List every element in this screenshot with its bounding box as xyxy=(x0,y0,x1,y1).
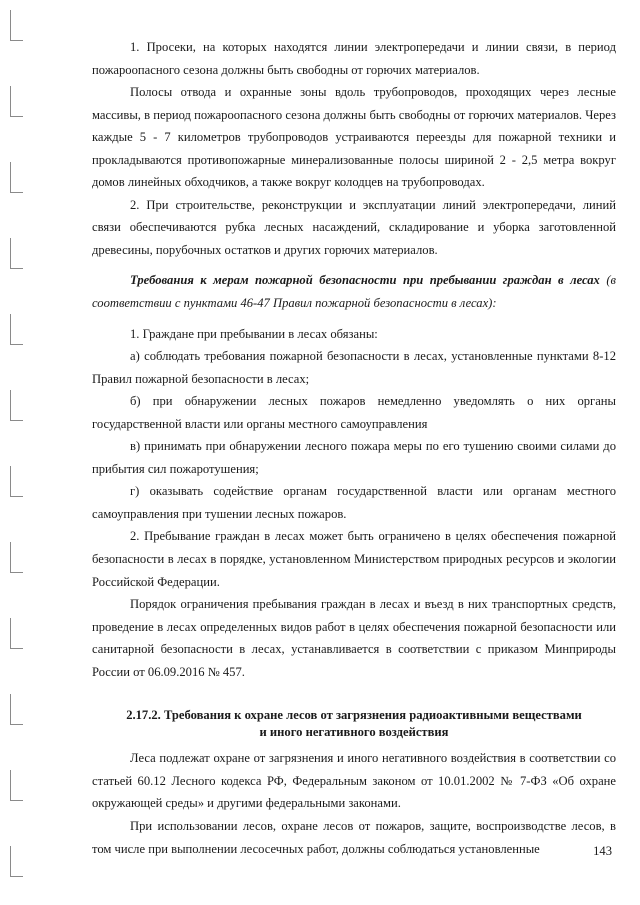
page-number: 143 xyxy=(593,844,612,858)
binding-mark xyxy=(10,162,23,193)
paragraph: 1. Граждане при пребывании в лесах обязаны: xyxy=(130,326,378,341)
document-page xyxy=(92,36,616,860)
binding-mark xyxy=(10,86,23,117)
paragraph: Леса подлежат охране от загрязнения и иного негативного воздействия в соответствии со статьей 60.12 Лесного кодекса РФ, Федеральным законом от 10.01.2002 № 7-ФЗ «Об охране окружающей среды» и другими федеральными законами. xyxy=(92,751,616,811)
paragraph: Полосы отвода и охранные зоны вдоль трубопроводов, проходящих через лесные массивы, в период пожароопасного сезона должны быть свободны от горючих материалов. Через каждые 5 - 7 километров трубопроводов устраиваются переезды для пожарной техники и прокладываются противопожарные минерализованные полосы шириной 2 - 2,5 метра вокруг домов линейных обходчиков, а также вокруг колодцев на трубопроводах. xyxy=(92,85,616,190)
section-title-line: 2.17.2. Требования к охране лесов от загрязнения радиоактивными веществами xyxy=(126,708,582,723)
binding-mark xyxy=(10,542,23,573)
requirements-heading-ref: (в соответствии с пунктами 46-47 Правил пожарной безопасности в лесах): xyxy=(92,273,616,311)
list-item: а) соблюдать требования пожарной безопасности в лесах, установленные пунктами 8-12 Правил пожарной безопасности в лесах; xyxy=(92,349,616,386)
requirements-heading-bold: Требования к мерам пожарной безопасности при пребывании граждан в лесах xyxy=(130,273,600,288)
paragraph: 2. При строительстве, реконструкции и эксплуатации линий электропередачи, линий связи обеспечиваются рубка лесных насаждений, складирование и уборка заготовленной древесины, порубочных остатков и других горючих материалов. xyxy=(92,197,616,257)
paragraph: При использовании лесов, охране лесов от пожаров, защите, воспроизводстве лесов, в том числе при выполнении лесосечных работ, должны соблюдаться установленные xyxy=(92,818,616,856)
binding-mark xyxy=(10,846,23,877)
list-item: г) оказывать содействие органам государственной власти или органам местного самоуправления при тушении лесных пожаров. xyxy=(92,484,616,521)
binding-mark xyxy=(10,618,23,649)
requirements-heading xyxy=(92,269,616,314)
section-title-line: и иного негативного воздействия xyxy=(259,725,449,740)
paragraph: 2. Пребывание граждан в лесах может быть ограничено в целях обеспечения пожарной безопасности в лесах в порядке, установленном Министерством природных ресурсов и экологии Российской Федерации. xyxy=(92,529,616,589)
list-item: в) принимать при обнаружении лесного пожара меры по его тушению своими силами до прибытия сил пожаротушения; xyxy=(92,439,616,476)
list-item: б) при обнаружении лесных пожаров немедленно уведомлять о них органы государственной власти или органы местного самоуправления xyxy=(92,394,616,431)
binding-mark xyxy=(10,770,23,801)
section-title xyxy=(92,707,616,741)
binding-margin xyxy=(4,0,26,905)
binding-mark xyxy=(10,238,23,269)
binding-mark xyxy=(10,314,23,345)
binding-mark xyxy=(10,694,23,725)
paragraph: 1. Просеки, на которых находятся линии электропередачи и линии связи, в период пожароопасного сезона должны быть свободны от горючих материалов. xyxy=(92,40,616,77)
binding-mark xyxy=(10,10,23,41)
binding-mark xyxy=(10,466,23,497)
binding-mark xyxy=(10,390,23,421)
paragraph: Порядок ограничения пребывания граждан в лесах и въезд в них транспортных средств, проведение в лесах определенных видов работ в целях обеспечения пожарной безопасности или санитарной безопасности в лесах, устанавливается в соответствии с приказом Минприроды России от 06.09.2016 № 457. xyxy=(92,597,616,679)
